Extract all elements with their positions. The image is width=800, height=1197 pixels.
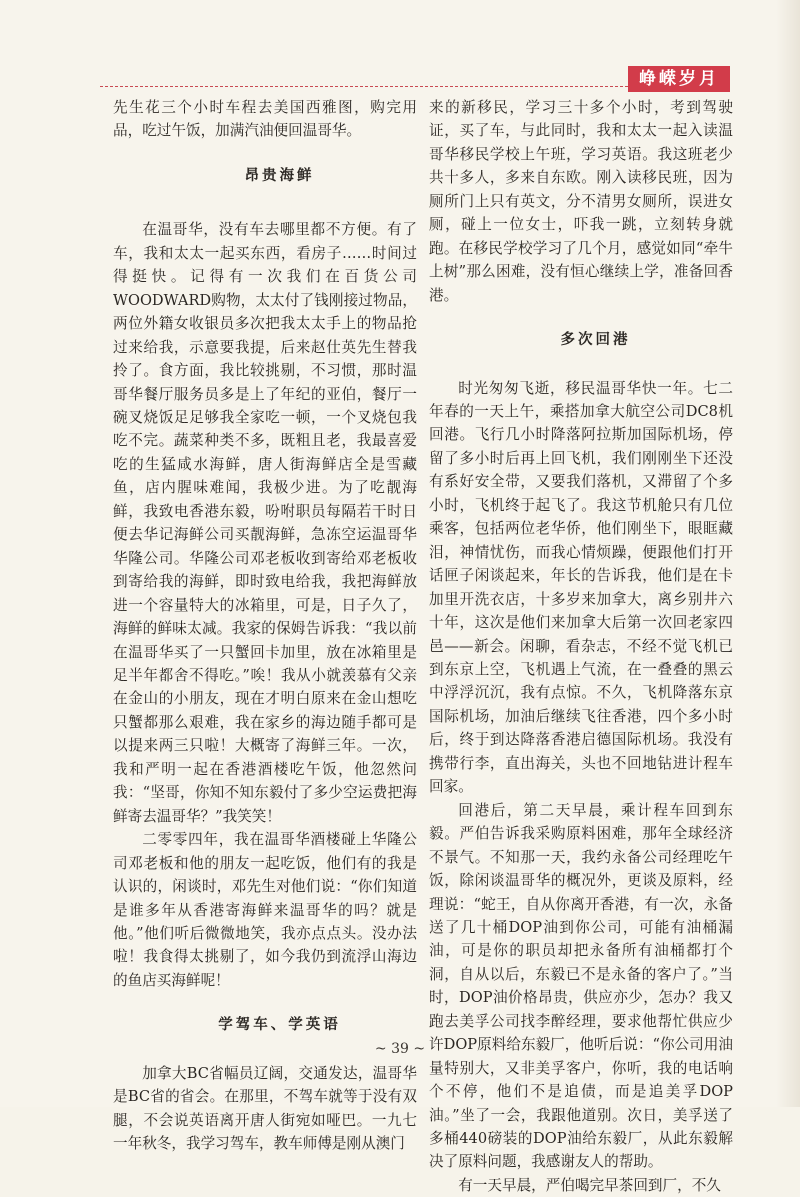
page-number: ~ 39 ~	[374, 1041, 426, 1057]
paragraph: 在温哥华，没有车去哪里都不方便。有了车，我和太太一起买东西，看房子……时间过得挺快。记得有一次我们在百货公司WOODWARD购物，太太付了钱刚接过物品，两位外籍女收银员多次把我太太手上的物品抢过来给我，示意要我提，后来赵仕英先生替我拎了。食方面，我比较挑剔，不习惯，那时温哥华餐厅服务员多是上了年纪的亚伯，餐厅一碗叉烧饭足足够我全家吃一顿，一个叉烧包我吃不完。蔬菜种类不多，既粗且老，我最喜爱吃的生猛咸水海鲜，唐人街海鲜店全是雪藏鱼，店内腥味难闻，我极少进。为了吃靓海鲜，我致电香港东毅，吩咐职员每隔若干时日便去华记海鲜公司买靓海鲜，急冻空运温哥华华隆公司。华隆公司邓老板收到寄给邓老板收到寄给我的海鲜，即时致电给我，我把海鲜放进一个容量特大的冰箱里，可是，日子久了，海鲜的鲜味太减。我家的保姆告诉我：“我以前在温哥华买了一只蟹回卡加里，放在冰箱里是足半年都舍不得吃。”唉！我从小就羡慕有父亲在金山的小朋友，现在才明白原来在金山想吃只蟹都那么艰难，我在家乡的海边随手都可是以提来两三只啦！大概寄了海鲜三年。一次，我和严明一起在香港酒楼吃午饭，他忽然问我：“坚哥，你知不知东毅付了多少空运费把海鲜寄去温哥华？”我笑笑！	[113, 221, 417, 825]
paragraph: 先生花三个小时车程去美国西雅图，购完用品，吃过午饭，加满汽油便回温哥华。	[113, 99, 417, 140]
section-tag: 峥嵘岁月	[628, 66, 730, 92]
right-column	[429, 96, 733, 1197]
paragraph: 二零零四年，我在温哥华酒楼碰上华隆公司邓老板和他的朋友一起吃饭，他们有的我是认识的，闲谈时，邓先生对他们说：“你们知道是谁多年从香港寄海鲜来温哥华的吗？就是他。”他们听后微微地笑，我亦点点头。没办法啦！我食得太挑剔了，如今我仍到流浮山海边的鱼店买海鲜呢！	[113, 831, 417, 989]
section-heading-expensive-seafood: 昂贵海鲜	[244, 167, 315, 184]
paragraph: 时光匆匆飞逝，移民温哥华快一年。七二年春的一天上午，乘搭加拿大航空公司DC8机回港。飞行几小时降落阿拉斯加国际机场，停留了多小时后再上回飞机，我们刚刚坐下还没有系好安全带，又要我们落机，又滞留了个多小时，飞机终于起飞了。我这节机舱只有几位乘客，包括两位老华侨，他们刚坐下，眼眶藏泪，神情忧伤，而我心情烦躁，便跟他们打开话匣子闲谈起来，年长的告诉我，他们是在卡加里开洗衣店，十多岁来加拿大，离乡别井六十年，这次是他们来加拿大后第一次回老家四邑——新会。闲聊，看杂志，不经不觉飞机已到东京上空，飞机遇上气流，在一叠叠的黑云中浮浮沉沉，我有点惊。不久，飞机降落东京国际机场，加油后继续飞往香港，四个多小时后，终于到达降落香港启德国际机场。我没有携带行李，直出海关，头也不回地钻进计程车回家。	[429, 379, 733, 796]
left-column	[113, 96, 417, 1156]
paragraph: 有一天早晨，严伯喝完早茶回到厂，不久	[458, 1176, 721, 1194]
paragraph: 来的新移民，学习三十多个小时，考到驾驶证，买了车，与此同时，我和太太一起入读温哥华移民学校上午班，学习英语。我这班老少共十多人，多来自东欧。刚入读移民班，因为厕所门上只有英文，分不清男女厕所，误进女厕，碰上一位女士，吓我一跳，立刻转身就跑。在移民学校学习了几个月，感觉如同“牵牛上树”那么困难，没有恒心继续上学，准备回香港。	[429, 99, 733, 304]
paragraph: 加拿大BC省幅员辽阔，交通发达，温哥华是BC省的省会。在那里，不驾车就等于没有双腿，不会说英语离开唐人街宛如哑巴。一九七一年秋冬，我学习驾车，教车师傅是刚从澳门	[113, 1064, 417, 1153]
section-heading-driving-english: 学驾车、学英语	[218, 1017, 341, 1034]
section-heading-returning-hk: 多次回港	[560, 332, 631, 349]
page-edge-shadow	[776, 0, 800, 1107]
header-dashed-rule	[100, 86, 628, 87]
paragraph: 回港后，第二天早晨，乘计程车回到东毅。严伯告诉我采购原料困难，那年全球经济不景气。不知那一天，我约永备公司经理吃午饭，除闲谈温哥华的概况外，更谈及原料，经理说：“蛇王，自从你离开香港，有一次，永备送了几十桶DOP油到你公司，可能有油桶漏油，可是你的职员却把永备所有油桶都打个洞，自从以后，东毅已不是永备的客户了。”当时，DOP油价格昂贵，供应亦少，怎办？我又跑去美孚公司找李醉经理，要求他帮忙供应少许DOP原料给东毅厂，他听后说：“你公司用油量特别大，又非美孚客户，你听，我的电话响个不停，他们不是追债，而是追美孚DOP油。”坐了一会，我跟他道别。次日，美孚送了多桶440磅装的DOP油给东毅厂，从此东毅解决了原料问题，我感谢友人的帮助。	[429, 801, 733, 1171]
